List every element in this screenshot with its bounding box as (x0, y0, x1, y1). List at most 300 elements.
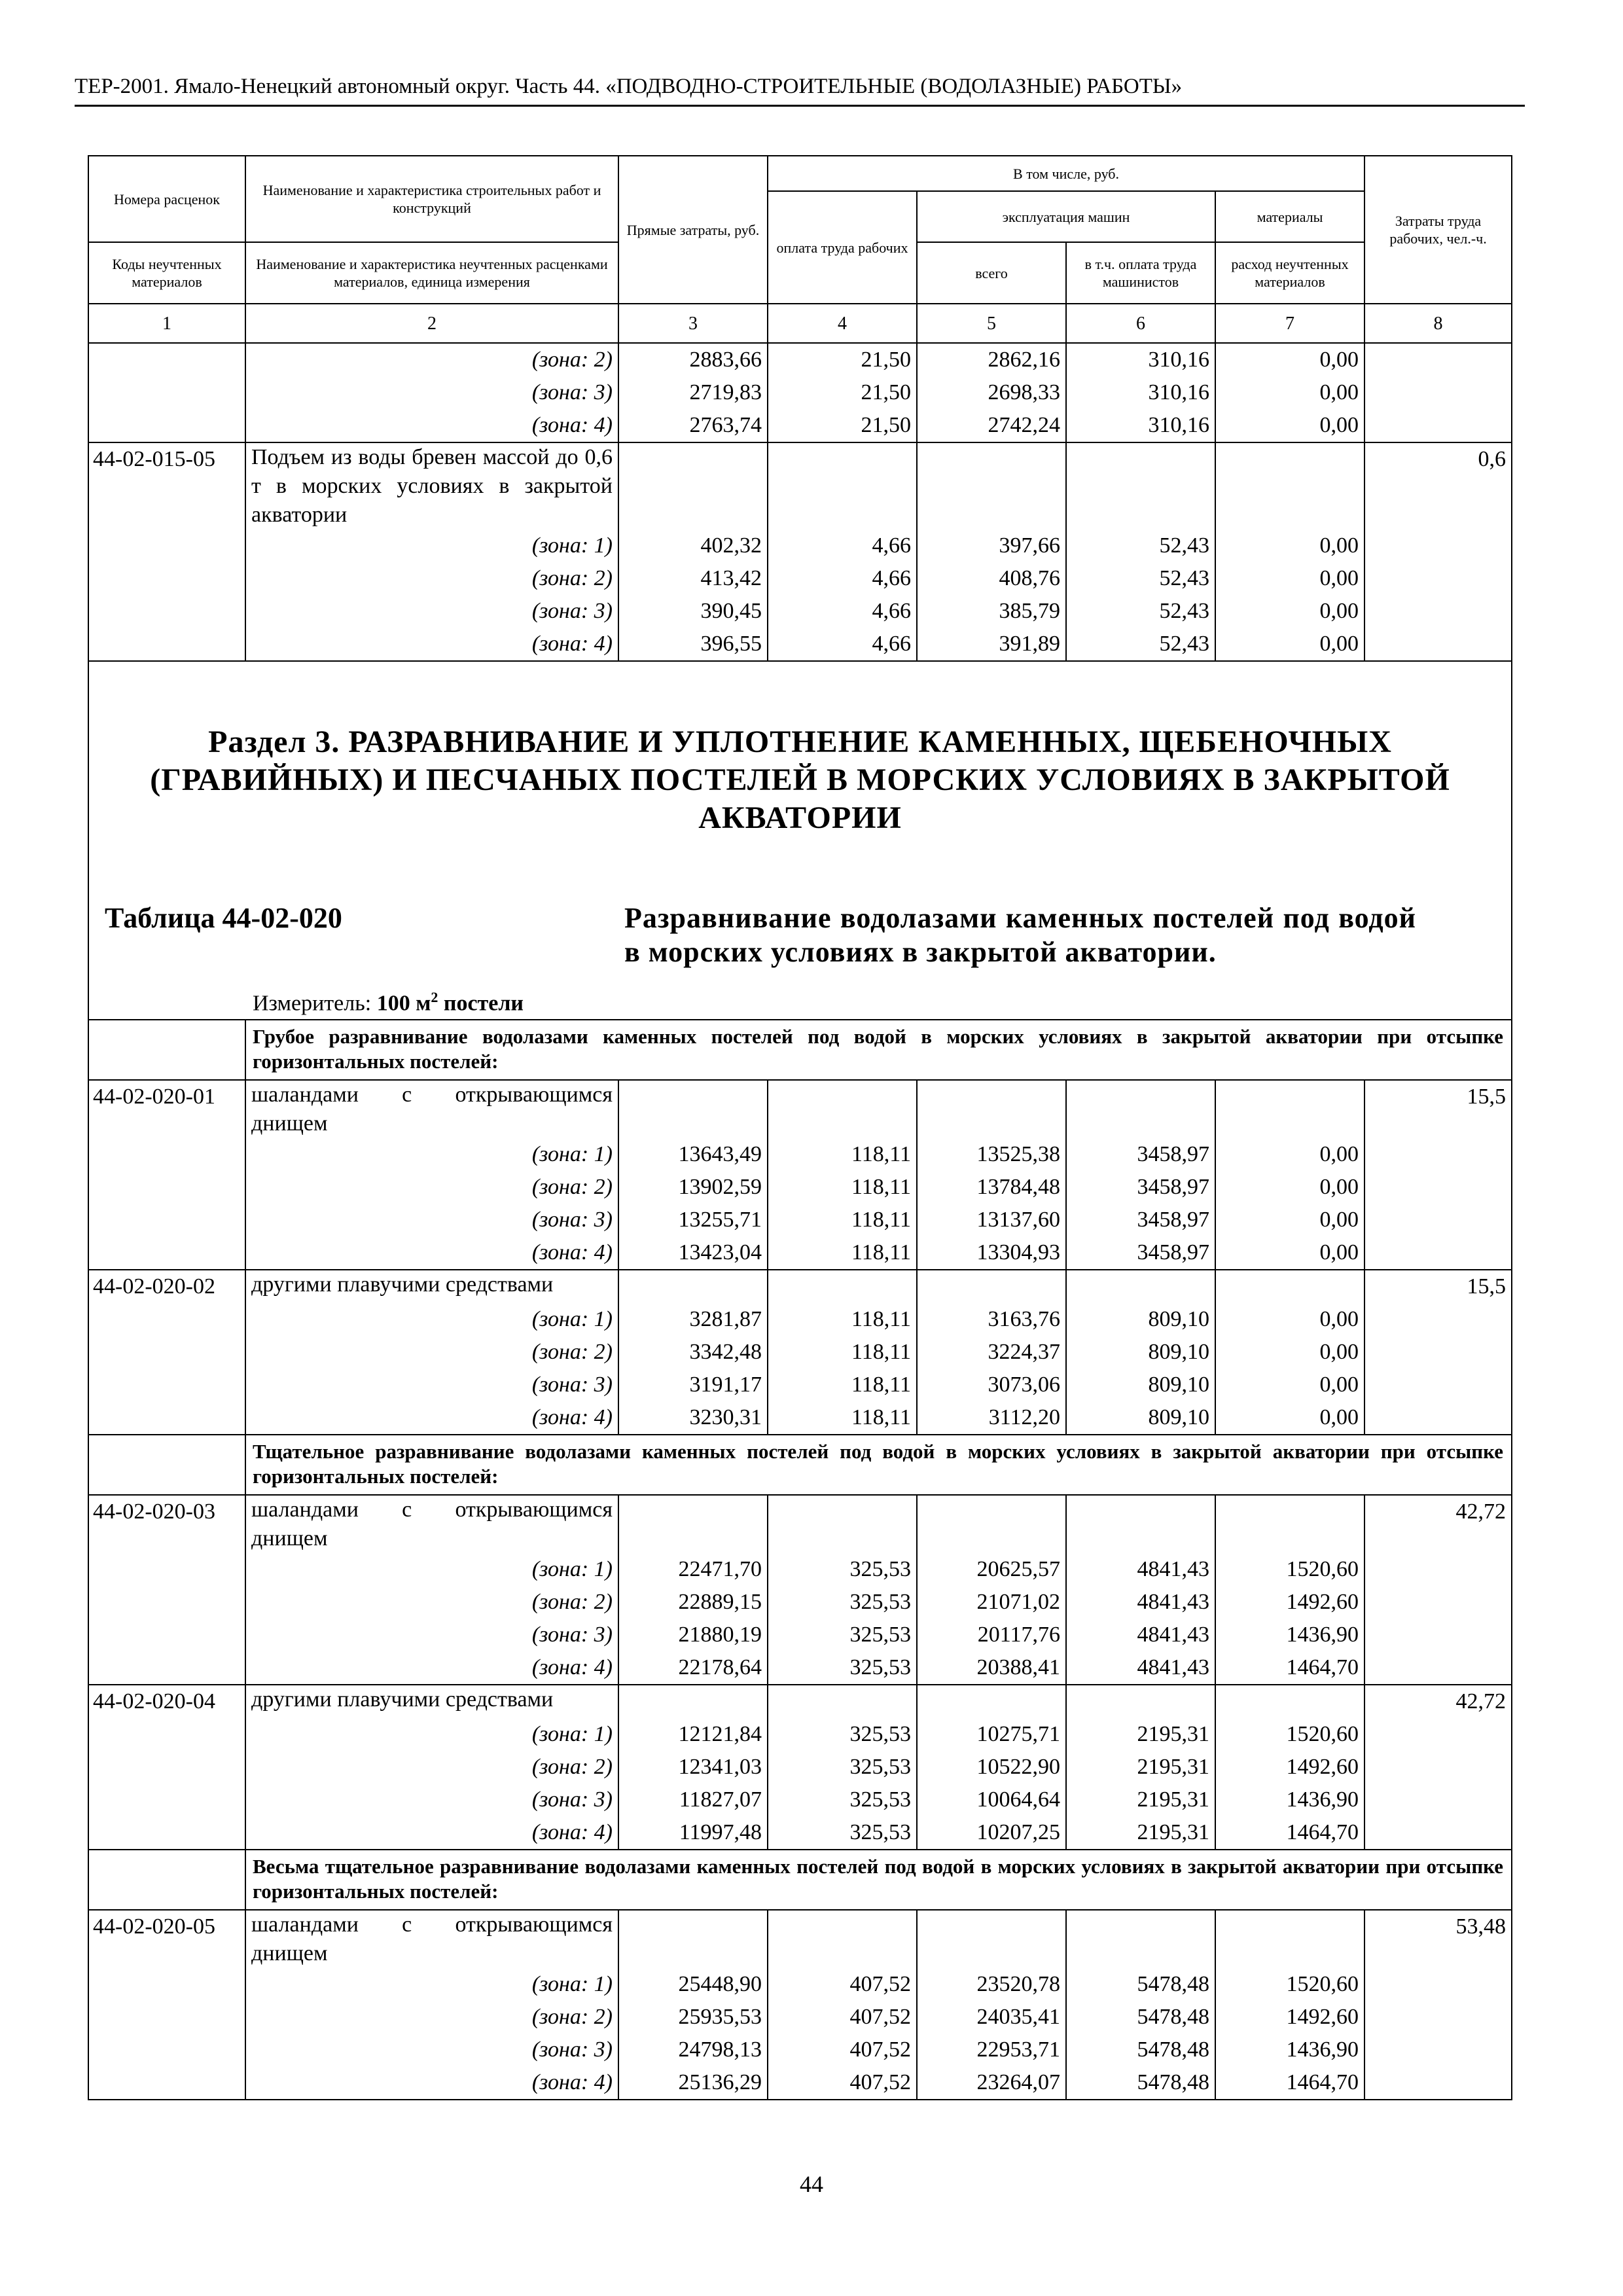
direct-cost: 3281,87 (618, 1303, 768, 1336)
machinist-pay: 5478,48 (1066, 2001, 1215, 2034)
machines-total: 2698,33 (917, 376, 1066, 409)
worker-pay: 4,66 (768, 628, 917, 661)
machines-total: 385,79 (917, 595, 1066, 628)
materials-cost: 0,00 (1215, 1171, 1364, 1204)
zone-label: (зона: 3) (245, 595, 618, 628)
head-name-bottom: Наименование и характеристика неучтенных расценками материалов, единица измерения (245, 242, 618, 304)
machinist-pay: 5478,48 (1066, 1968, 1215, 2001)
materials-cost: 1464,70 (1215, 1816, 1364, 1850)
column-number: 7 (1215, 304, 1364, 343)
code-cell (88, 1369, 245, 1401)
group-heading: Весьма тщательное разравнивание водолазами каменных постелей под водой в морских условиях в закрытой акватории при отсыпке горизонтальных постелей: (245, 1850, 1512, 1910)
table-label: Таблица 44-02-020 (105, 902, 342, 934)
materials-cost: 0,00 (1215, 529, 1364, 562)
labor-hours-cell (1364, 1586, 1512, 1619)
section-block (88, 661, 1512, 1020)
labor-hours-cell (1364, 595, 1512, 628)
machines-total: 13525,38 (917, 1138, 1066, 1171)
materials-cost: 0,00 (1215, 343, 1364, 376)
labor-hours-cell (1364, 2066, 1512, 2100)
zone-row (88, 1401, 1512, 1435)
zone-label: (зона: 3) (245, 1619, 618, 1651)
machines-total: 24035,41 (917, 2001, 1066, 2034)
machinist-pay: 809,10 (1066, 1336, 1215, 1369)
group-heading: Тщательное разравнивание водолазами каменных постелей под водой в морских условиях в закрытой акватории при отсыпке горизонтальных постелей: (245, 1435, 1512, 1495)
zone-row (88, 562, 1512, 595)
code-cell (88, 2001, 245, 2034)
worker-pay: 325,53 (768, 1816, 917, 1850)
machinist-pay: 5478,48 (1066, 2034, 1215, 2066)
head-machinist-pay: в т.ч. оплата труда машинистов (1066, 242, 1215, 304)
zone-row (88, 1303, 1512, 1336)
machines-total: 23264,07 (917, 2066, 1066, 2100)
labor-hours: 15,5 (1364, 1270, 1512, 1303)
direct-cost: 390,45 (618, 595, 768, 628)
rates-table (88, 155, 1512, 2100)
empty-cell (1066, 1495, 1215, 1553)
worker-pay: 325,53 (768, 1586, 917, 1619)
machinist-pay: 2195,31 (1066, 1751, 1215, 1784)
materials-cost: 0,00 (1215, 1236, 1364, 1270)
worker-pay: 118,11 (768, 1204, 917, 1236)
code-cell (88, 409, 245, 442)
materials-cost: 1520,60 (1215, 1718, 1364, 1751)
group-heading: Грубое разравнивание водолазами каменных постелей под водой в морских условиях в закрытой акватории при отсыпке горизонтальных постелей: (245, 1020, 1512, 1080)
code-cell (88, 343, 245, 376)
direct-cost: 25935,53 (618, 2001, 768, 2034)
machinist-pay: 4841,43 (1066, 1553, 1215, 1586)
empty-cell (1215, 1910, 1364, 1968)
materials-cost: 0,00 (1215, 1336, 1364, 1369)
machinist-pay: 3458,97 (1066, 1171, 1215, 1204)
materials-cost: 1492,60 (1215, 1586, 1364, 1619)
machines-total: 3163,76 (917, 1303, 1066, 1336)
zone-row (88, 1651, 1512, 1685)
machinist-pay: 2195,31 (1066, 1718, 1215, 1751)
item-row (88, 1685, 1512, 1718)
worker-pay: 407,52 (768, 2034, 917, 2066)
zone-row (88, 1751, 1512, 1784)
labor-hours: 53,48 (1364, 1910, 1512, 1968)
labor-hours-cell (1364, 1816, 1512, 1850)
code-cell (88, 2066, 245, 2100)
empty-cell (917, 1685, 1066, 1718)
direct-cost: 2763,74 (618, 409, 768, 442)
zone-label: (зона: 1) (245, 1968, 618, 2001)
item-row (88, 442, 1512, 529)
zone-label: (зона: 4) (245, 1651, 618, 1685)
empty-cell (1215, 1685, 1364, 1718)
materials-cost: 1464,70 (1215, 2066, 1364, 2100)
page-number: 44 (800, 2171, 823, 2197)
worker-pay: 118,11 (768, 1171, 917, 1204)
direct-cost: 12121,84 (618, 1718, 768, 1751)
empty-cell (618, 442, 768, 529)
zone-label: (зона: 1) (245, 1138, 618, 1171)
group-heading-row (88, 1435, 1512, 1495)
empty-cell (917, 1080, 1066, 1138)
worker-pay: 21,50 (768, 376, 917, 409)
empty-cell (917, 1495, 1066, 1553)
zone-row (88, 1204, 1512, 1236)
code-cell (88, 529, 245, 562)
worker-pay: 325,53 (768, 1751, 917, 1784)
empty-cell (768, 442, 917, 529)
labor-hours-cell (1364, 2001, 1512, 2034)
direct-cost: 22889,15 (618, 1586, 768, 1619)
worker-pay: 4,66 (768, 529, 917, 562)
column-number: 8 (1364, 304, 1512, 343)
machines-total: 20388,41 (917, 1651, 1066, 1685)
direct-cost: 396,55 (618, 628, 768, 661)
item-row (88, 1495, 1512, 1553)
zone-label: (зона: 2) (245, 1336, 618, 1369)
machinist-pay: 4841,43 (1066, 1651, 1215, 1685)
machines-total: 3224,37 (917, 1336, 1066, 1369)
zone-label: (зона: 2) (245, 562, 618, 595)
head-machines-total: всего (917, 242, 1066, 304)
zone-label: (зона: 4) (245, 409, 618, 442)
labor-hours-cell (1364, 562, 1512, 595)
worker-pay: 407,52 (768, 1968, 917, 2001)
zone-row (88, 1968, 1512, 2001)
zone-label: (зона: 2) (245, 1171, 618, 1204)
code-cell (88, 1651, 245, 1685)
empty-cell (1215, 1080, 1364, 1138)
column-number: 4 (768, 304, 917, 343)
table-head (88, 156, 1512, 343)
rate-code: 44-02-020-02 (88, 1270, 245, 1303)
column-number: 6 (1066, 304, 1215, 343)
code-cell (88, 1784, 245, 1816)
labor-hours-cell (1364, 1138, 1512, 1171)
empty-cell (917, 1270, 1066, 1303)
materials-cost: 1520,60 (1215, 1968, 1364, 2001)
machinist-pay: 809,10 (1066, 1369, 1215, 1401)
rate-description: шаландами с открывающимся днищем (245, 1495, 618, 1553)
empty-cell (618, 1495, 768, 1553)
labor-hours-cell (1364, 1718, 1512, 1751)
empty-cell (618, 1270, 768, 1303)
worker-pay: 21,50 (768, 409, 917, 442)
labor-hours-cell (1364, 1171, 1512, 1204)
direct-cost: 13643,49 (618, 1138, 768, 1171)
machines-total: 20625,57 (917, 1553, 1066, 1586)
worker-pay: 118,11 (768, 1303, 917, 1336)
materials-cost: 0,00 (1215, 409, 1364, 442)
machines-total: 22953,71 (917, 2034, 1066, 2066)
zone-row (88, 529, 1512, 562)
zone-label: (зона: 3) (245, 376, 618, 409)
zone-row (88, 376, 1512, 409)
group-heading-row (88, 1020, 1512, 1080)
measure-unit-label: постели (443, 991, 524, 1016)
worker-pay: 325,53 (768, 1718, 917, 1751)
item-row (88, 1080, 1512, 1138)
measure-unit (253, 982, 524, 1018)
machinist-pay: 3458,97 (1066, 1204, 1215, 1236)
empty-cell (768, 1080, 917, 1138)
rate-description: другими плавучими средствами (245, 1270, 618, 1303)
labor-hours-cell (1364, 1651, 1512, 1685)
item-row (88, 1270, 1512, 1303)
materials-cost: 0,00 (1215, 595, 1364, 628)
direct-cost: 402,32 (618, 529, 768, 562)
machines-total: 10275,71 (917, 1718, 1066, 1751)
zone-row (88, 1138, 1512, 1171)
labor-hours-cell (1364, 1968, 1512, 2001)
table-title: Разравнивание водолазами каменных постелей под водой в морских условиях в закрытой акватории. (624, 902, 1416, 968)
zone-label: (зона: 2) (245, 2001, 618, 2034)
direct-cost: 3191,17 (618, 1369, 768, 1401)
empty-cell (1066, 1910, 1215, 1968)
empty-cell (1066, 1685, 1215, 1718)
direct-cost: 22178,64 (618, 1651, 768, 1685)
head-unaccounted-materials: расход неучтенных материалов (1215, 242, 1364, 304)
materials-cost: 0,00 (1215, 376, 1364, 409)
worker-pay: 118,11 (768, 1138, 917, 1171)
zone-row (88, 1586, 1512, 1619)
zone-label: (зона: 4) (245, 1816, 618, 1850)
head-machines: эксплуатация машин (917, 191, 1215, 242)
worker-pay: 118,11 (768, 1369, 917, 1401)
zone-label: (зона: 4) (245, 628, 618, 661)
labor-hours: 42,72 (1364, 1495, 1512, 1553)
machines-total: 2742,24 (917, 409, 1066, 442)
labor-hours-cell (1364, 1236, 1512, 1270)
zone-row (88, 1816, 1512, 1850)
code-cell (88, 1619, 245, 1651)
materials-cost: 1436,90 (1215, 1784, 1364, 1816)
worker-pay: 4,66 (768, 562, 917, 595)
zone-row (88, 1718, 1512, 1751)
materials-cost: 0,00 (1215, 1369, 1364, 1401)
code-cell (88, 628, 245, 661)
zone-row (88, 2066, 1512, 2100)
table-body (88, 343, 1512, 2100)
labor-hours-cell (1364, 409, 1512, 442)
zone-row (88, 1369, 1512, 1401)
machines-total: 21071,02 (917, 1586, 1066, 1619)
labor-hours-cell (1364, 1751, 1512, 1784)
code-cell (88, 1336, 245, 1369)
zone-label: (зона: 1) (245, 1303, 618, 1336)
zone-label: (зона: 3) (245, 1204, 618, 1236)
labor-hours-cell (1364, 343, 1512, 376)
rate-description: шаландами с открывающимся днищем (245, 1080, 618, 1138)
head-direct-costs: Прямые затраты, руб. (618, 156, 768, 304)
machines-total: 391,89 (917, 628, 1066, 661)
measure-sup: 2 (431, 989, 438, 1005)
machinist-pay: 310,16 (1066, 376, 1215, 409)
rate-code: 44-02-020-04 (88, 1685, 245, 1718)
empty-cell (1066, 1270, 1215, 1303)
group-heading-row (88, 1850, 1512, 1910)
rate-code: 44-02-020-01 (88, 1080, 245, 1138)
rate-description: шаландами с открывающимся днищем (245, 1910, 618, 1968)
column-number: 1 (88, 304, 245, 343)
zone-label: (зона: 4) (245, 1401, 618, 1435)
head-worker-pay: оплата труда рабочих (768, 191, 917, 304)
materials-cost: 0,00 (1215, 1303, 1364, 1336)
labor-hours-cell (1364, 1369, 1512, 1401)
code-cell (88, 595, 245, 628)
materials-cost: 0,00 (1215, 1138, 1364, 1171)
code-cell (88, 1586, 245, 1619)
machines-total: 20117,76 (917, 1619, 1066, 1651)
direct-cost: 11997,48 (618, 1816, 768, 1850)
code-cell (88, 1236, 245, 1270)
zone-label: (зона: 2) (245, 1586, 618, 1619)
worker-pay: 325,53 (768, 1784, 917, 1816)
zone-row (88, 1171, 1512, 1204)
labor-hours: 0,6 (1364, 442, 1512, 529)
rate-description: Подъем из воды бревен массой до 0,6 т в морских условиях в закрытой акватории (245, 442, 618, 529)
zone-label: (зона: 4) (245, 2066, 618, 2100)
materials-cost: 1492,60 (1215, 1751, 1364, 1784)
labor-hours-cell (1364, 376, 1512, 409)
labor-hours: 15,5 (1364, 1080, 1512, 1138)
worker-pay: 325,53 (768, 1651, 917, 1685)
code-cell (88, 2034, 245, 2066)
zone-label: (зона: 3) (245, 1784, 618, 1816)
code-cell (88, 376, 245, 409)
column-number: 3 (618, 304, 768, 343)
zone-label: (зона: 2) (245, 343, 618, 376)
code-cell (88, 1401, 245, 1435)
labor-hours: 42,72 (1364, 1685, 1512, 1718)
zone-row (88, 628, 1512, 661)
machinist-pay: 310,16 (1066, 409, 1215, 442)
empty-cell (618, 1685, 768, 1718)
zone-row (88, 595, 1512, 628)
machines-total: 397,66 (917, 529, 1066, 562)
labor-hours-cell (1364, 529, 1512, 562)
zone-row (88, 409, 1512, 442)
materials-cost: 0,00 (1215, 1204, 1364, 1236)
machinist-pay: 809,10 (1066, 1303, 1215, 1336)
materials-cost: 1436,90 (1215, 1619, 1364, 1651)
machinist-pay: 310,16 (1066, 343, 1215, 376)
direct-cost: 11827,07 (618, 1784, 768, 1816)
code-cell (88, 1968, 245, 2001)
worker-pay: 21,50 (768, 343, 917, 376)
code-cell (88, 1171, 245, 1204)
zone-row (88, 1619, 1512, 1651)
direct-cost: 22471,70 (618, 1553, 768, 1586)
machines-total: 3112,20 (917, 1401, 1066, 1435)
code-cell (88, 1204, 245, 1236)
empty-cell (917, 1910, 1066, 1968)
direct-cost: 24798,13 (618, 2034, 768, 2066)
item-row (88, 1910, 1512, 1968)
machines-total: 3073,06 (917, 1369, 1066, 1401)
head-materials: материалы (1215, 191, 1364, 242)
machinist-pay: 52,43 (1066, 562, 1215, 595)
materials-cost: 1492,60 (1215, 2001, 1364, 2034)
empty-cell (618, 1910, 768, 1968)
materials-cost: 0,00 (1215, 562, 1364, 595)
materials-cost: 0,00 (1215, 1401, 1364, 1435)
empty-cell (1066, 1080, 1215, 1138)
machines-total: 13784,48 (917, 1171, 1066, 1204)
machinist-pay: 52,43 (1066, 529, 1215, 562)
rate-code: 44-02-020-05 (88, 1910, 245, 1968)
machinist-pay: 3458,97 (1066, 1236, 1215, 1270)
empty-cell (1215, 1270, 1364, 1303)
rate-description: другими плавучими средствами (245, 1685, 618, 1718)
zone-label: (зона: 1) (245, 1553, 618, 1586)
materials-cost: 1464,70 (1215, 1651, 1364, 1685)
head-name-top: Наименование и характеристика строительных работ и конструкций (245, 156, 618, 242)
labor-hours-cell (1364, 1303, 1512, 1336)
empty-cell (88, 1020, 245, 1080)
zone-row (88, 2034, 1512, 2066)
empty-cell (88, 1850, 245, 1910)
running-header: ТЕР-2001. Ямало-Ненецкий автономный округ. Часть 44. «ПОДВОДНО-СТРОИТЕЛЬНЫЕ (ВОДОЛАЗНЫЕ) РАБОТЫ» (75, 75, 1183, 98)
empty-cell (618, 1080, 768, 1138)
zone-row (88, 1336, 1512, 1369)
direct-cost: 25448,90 (618, 1968, 768, 2001)
section-title: Раздел 3. РАЗРАВНИВАНИЕ И УПЛОТНЕНИЕ КАМЕННЫХ, ЩЕБЕНОЧНЫХ (ГРАВИЙНЫХ) И ПЕСЧАНЫХ ПОСТЕЛЕЙ В МОРСКИХ УСЛОВИЯХ В ЗАКРЫТОЙ АКВАТОРИИ (150, 725, 1450, 835)
worker-pay: 407,52 (768, 2001, 917, 2034)
machines-total: 13304,93 (917, 1236, 1066, 1270)
machinist-pay: 4841,43 (1066, 1619, 1215, 1651)
materials-cost: 1436,90 (1215, 2034, 1364, 2066)
worker-pay: 4,66 (768, 595, 917, 628)
labor-hours-cell (1364, 1204, 1512, 1236)
zone-row (88, 1784, 1512, 1816)
machinist-pay: 52,43 (1066, 628, 1215, 661)
direct-cost: 21880,19 (618, 1619, 768, 1651)
machines-total: 10064,64 (917, 1784, 1066, 1816)
zone-label: (зона: 4) (245, 1236, 618, 1270)
zone-label: (зона: 2) (245, 1751, 618, 1784)
empty-cell (768, 1685, 917, 1718)
direct-cost: 12341,03 (618, 1751, 768, 1784)
zone-label: (зона: 3) (245, 2034, 618, 2066)
rate-code: 44-02-020-03 (88, 1495, 245, 1553)
header-rule (75, 105, 1525, 107)
column-number: 2 (245, 304, 618, 343)
empty-cell (1215, 1495, 1364, 1553)
head-including: В том числе, руб. (768, 156, 1364, 191)
labor-hours-cell (1364, 1336, 1512, 1369)
zone-row (88, 1553, 1512, 1586)
machinist-pay: 3458,97 (1066, 1138, 1215, 1171)
worker-pay: 118,11 (768, 1336, 917, 1369)
code-cell (88, 1816, 245, 1850)
empty-cell (768, 1495, 917, 1553)
machinist-pay: 2195,31 (1066, 1816, 1215, 1850)
labor-hours-cell (1364, 1401, 1512, 1435)
empty-cell (917, 442, 1066, 529)
measure-value: 100 м (376, 991, 431, 1016)
direct-cost: 3342,48 (618, 1336, 768, 1369)
zone-row (88, 343, 1512, 376)
head-codes-bottom: Коды неучтенных материалов (88, 242, 245, 304)
direct-cost: 13255,71 (618, 1204, 768, 1236)
worker-pay: 325,53 (768, 1553, 917, 1586)
empty-cell (1066, 442, 1215, 529)
machines-total: 408,76 (917, 562, 1066, 595)
code-cell (88, 1718, 245, 1751)
labor-hours-cell (1364, 1784, 1512, 1816)
labor-hours-cell (1364, 1553, 1512, 1586)
head-labor-hours: Затраты труда рабочих, чел.-ч. (1364, 156, 1512, 304)
empty-cell (88, 1435, 245, 1495)
machines-total: 2862,16 (917, 343, 1066, 376)
